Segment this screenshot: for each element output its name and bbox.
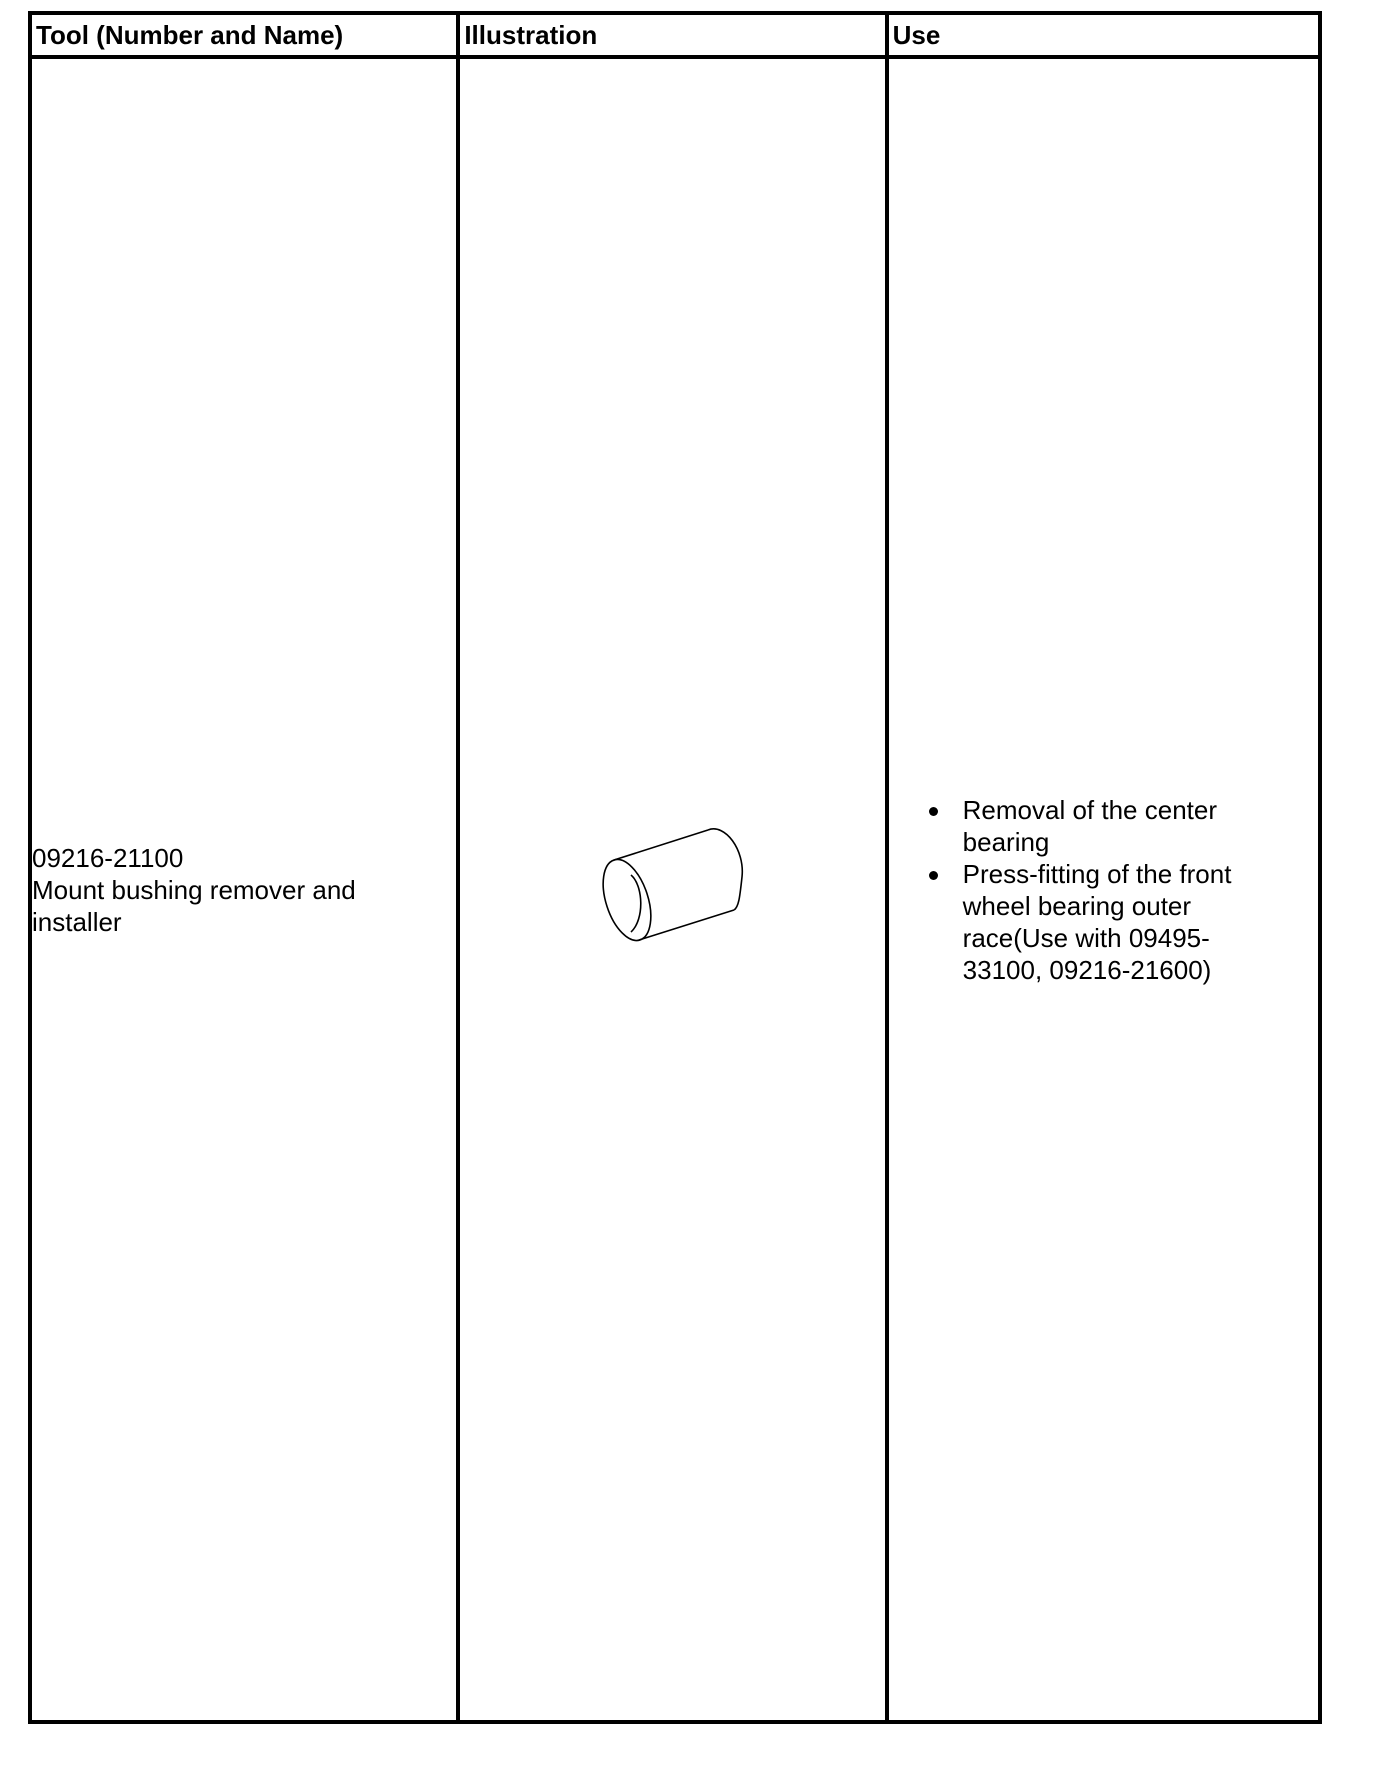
table-row bbox=[30, 57, 1320, 1722]
special-tool-table bbox=[28, 11, 1322, 1724]
cylinder-bushing-icon bbox=[587, 815, 757, 965]
use-list bbox=[927, 794, 1237, 986]
tool-name-line1: Mount bushing remover and bbox=[32, 874, 356, 905]
tool-cell bbox=[30, 57, 458, 1722]
header-tool: Tool (Number and Name) bbox=[30, 13, 458, 57]
use-cell bbox=[887, 57, 1320, 1722]
table-header-row bbox=[30, 13, 1320, 57]
tool-name-line2: installer bbox=[32, 906, 122, 937]
header-use: Use bbox=[887, 13, 1320, 57]
use-item: Press-fitting of the front wheel bearing outer race(Use with 09495-33100, 09216-21600) bbox=[927, 858, 1237, 986]
use-item: Removal of the center bearing bbox=[927, 794, 1237, 858]
tool-number: 09216-21100 bbox=[32, 842, 184, 873]
illustration-cell bbox=[458, 57, 886, 1722]
header-illustration: Illustration bbox=[458, 13, 886, 57]
